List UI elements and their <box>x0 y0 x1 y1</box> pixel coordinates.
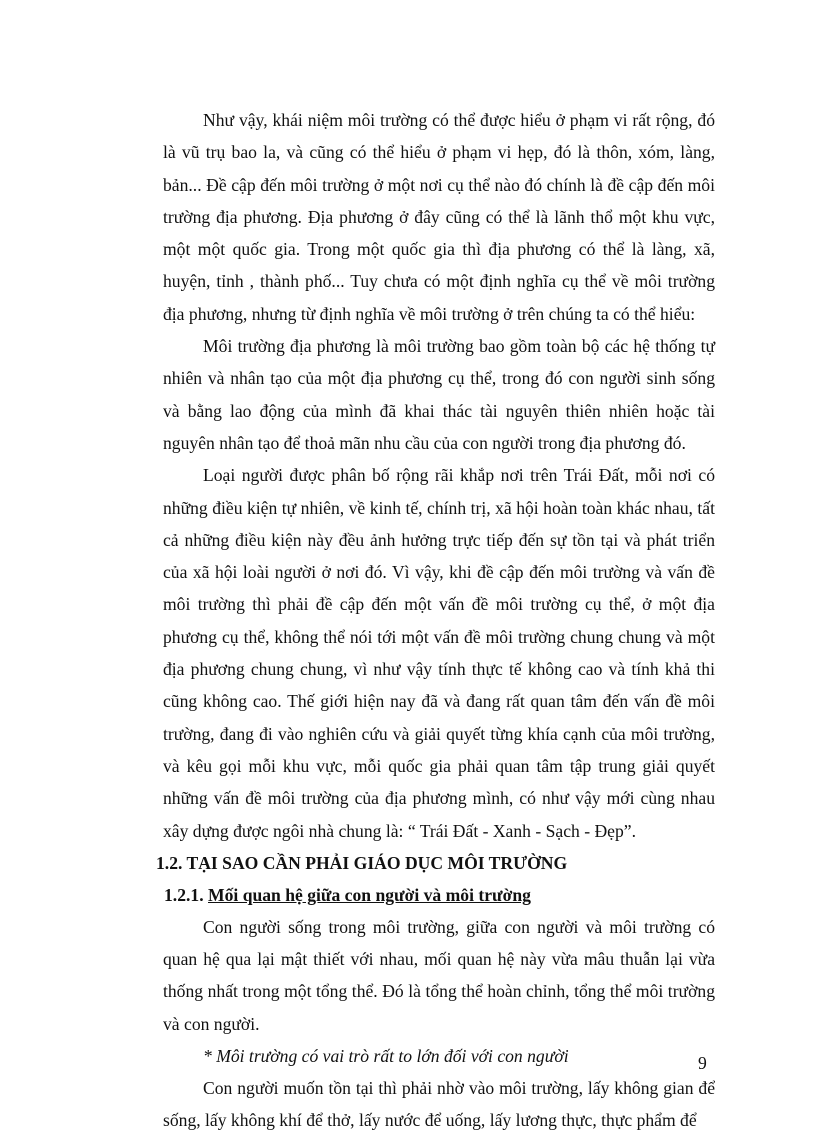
document-page <box>156 104 715 1137</box>
body-paragraph: Con người muốn tồn tại thì phải nhờ vào môi trường, lấy không gian để sống, lấy không khí để thở, lấy nước để uống, lấy lương thực, thực phẩm để <box>163 1078 715 1131</box>
body-paragraph: Môi trường địa phương là môi trường bao gồm toàn bộ các hệ thống tự nhiên và nhân tạo của một địa phương cụ thể, trong đó con người sinh sống và bằng lao động của mình đã khai thác tài nguyên thiên nhiên hoặc tài nguyên nhân tạo để thoả mãn nhu cầu của con người trong địa phương đó. <box>163 336 715 453</box>
subsection-heading <box>164 879 715 911</box>
section-heading: 1.2. TẠI SAO CẦN PHẢI GIÁO DỤC MÔI TRƯỜNG <box>156 852 568 873</box>
body-paragraph: Loại người được phân bố rộng rãi khắp nơi trên Trái Đất, mỗi nơi có những điều kiện tự nhiên, về kinh tế, chính trị, xã hội hoàn toàn khác nhau, tất cả những điều kiện này đều ảnh hưởng trực tiếp đến sự tồn tại và phát triển của xã hội loài người ở nơi đó. Vì vậy, khi đề cập đến môi trường và vấn đề môi trường thì phải đề cập đến một vấn đề môi trường cụ thể, ở một địa phương cụ thể, không thể nói tới một vấn đề môi trường chung chung và một địa phương chung chung, vì như vậy tính thực tế không cao và tính khả thi cũng không cao. Thế giới hiện nay đã và đang rất quan tâm đến vấn đề môi trường, đang đi vào nghiên cứu và giải quyết từng khía cạnh của môi trường, và kêu gọi mỗi khu vực, mỗi quốc gia phải quan tâm tập trung giải quyết những vấn đề môi trường của địa phương mình, có như vậy mới cùng nhau xây dựng được ngôi nhà chung là: “ Trái Đất - Xanh - Sạch - Đẹp”. <box>163 465 715 841</box>
subsection-title: Mối quan hệ giữa con người và môi trường <box>208 884 531 905</box>
subsection-number: 1.2.1. <box>164 884 204 905</box>
body-paragraph: Con người sống trong môi trường, giữa con người và môi trường có quan hệ qua lại mật thiết với nhau, mối quan hệ này vừa mâu thuẫn lại vừa thống nhất trong một tổng thể. Đó là tổng thể hoàn chỉnh, tổng thể môi trường và con người. <box>163 916 715 1034</box>
page-number: 9 <box>698 1053 707 1073</box>
body-paragraph: Như vậy, khái niệm môi trường có thể được hiểu ở phạm vi rất rộng, đó là vũ trụ bao la, và cũng có thể hiểu ở phạm vi hẹp, đó là thôn, xóm, làng, bản... Đề cập đến môi trường ở một nơi cụ thể nào đó chính là đề cập đến môi trường địa phương. Địa phương ở đây cũng có thể là lãnh thổ một khu vực, một một quốc gia. Trong một quốc gia thì địa phương có thể là làng, xã, huyện, tỉnh , thành phố... Tuy chưa có một định nghĩa cụ thể về môi trường địa phương, nhưng từ định nghĩa về môi trường ở trên chúng ta có thể hiểu: <box>163 110 715 324</box>
italic-note: * Môi trường có vai trò rất to lớn đối với con người <box>203 1046 569 1067</box>
